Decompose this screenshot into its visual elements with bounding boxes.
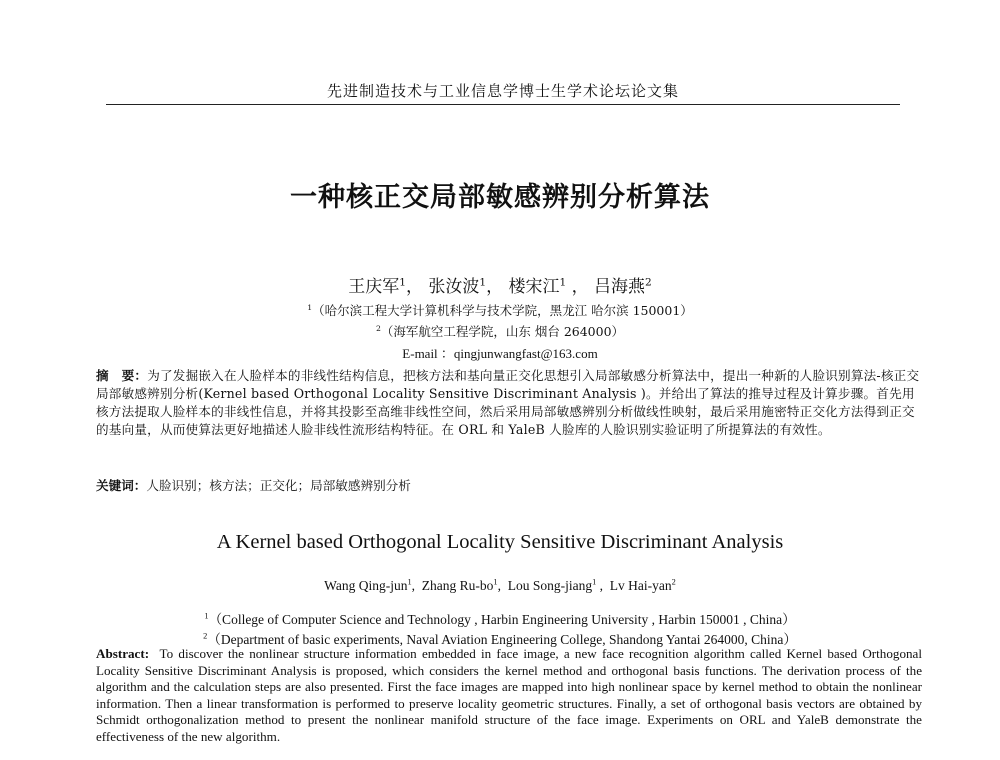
keywords-text-cn: 人脸识别；核方法；正交化；局部敏感辨别分析 [146,478,411,493]
paper-title-cn: 一种核正交局部敏感辨别分析算法 [290,182,710,213]
contact-email: E-mail ：qingjunwangfast@163.com [402,346,598,361]
author-name: 楼宋江 [508,277,560,297]
header-rule [106,104,900,105]
author-name: 王庆军 [348,277,400,297]
affiliation-mark: 2 [203,631,208,641]
keywords-cn [96,475,922,494]
author-list-en: Wang Qing-jun$^1$, Zhang $Ru-bo^1$, Lou Song-jiang$^1$ , Lv Hai-yan$^2$ [324,577,676,593]
running-header: 先进制造技术与工业信息学博士生学术论坛论文集 [326,82,679,100]
affiliation-cn [100,301,900,319]
paper-title-en: A Kernel based Orthogonal Locality Sensitive Discriminant Analysis [216,531,784,553]
author-affiliation-mark: 2 [671,577,676,587]
author-list-cn: 王庆军$^1$， 张汝波$^1$， 楼宋江$^1$ ， 吕海燕$^2$ [348,276,652,297]
abstract-text-en: To discover the nonlinear structure information embedded in face image, a new face recognition algorithm called Kernel based Orthogonal Locality Sensitive Discriminant Analysis is proposed, which considers the kernel method and orthogonal basis functions. The derivation process of the algorithm and the calculation steps are also presented. First the face images are mapped into high nonlinear space by kernel method to obtain the nonlinear information. Then a linear transformation is performed to preserve locality geometric structures. Finally, a set of orthogonal basis vectors are obtained by Schmidt orthogonalization method to present the nonlinear manifold structure of the face image. Experiments on ORL and YaleB demonstrate the effectiveness of the new algorithm. [96,646,922,744]
author-affiliation-mark: 1 [559,276,567,289]
author-affiliation-mark: 1 [592,577,597,587]
keywords-label-cn: 关键词： [96,478,147,493]
affiliation-mark: 1 [307,302,313,312]
affiliation-en [100,628,900,648]
abstract-label-cn: 摘 要： [96,368,148,383]
affiliation-text: （College of Computer Science and Technology , Harbin Engineering University , Harbin 150001 , China） [208,612,796,627]
author-affiliation-mark: 1 [399,276,406,289]
author-affiliation-mark: 2 [645,276,652,289]
author-affiliation-mark: 1 [493,577,498,587]
affiliation-en [100,608,900,628]
author-affiliation-mark: 1 [407,577,412,587]
abstract-text-cn: 为了发掘嵌入在人脸样本的非线性结构信息，把核方法和基向量正交化思想引入局部敏感分析算法中，提出一种新的人脸识别算法-核正交局部敏感辨别分析(Kernel based Orthogonal Locality Sensitive Discriminant Analysis )。并给出了算法的推导过程及计算步骤。首先用核方法提取人脸样本的非线性信息，并将其投影至高维非线性空间，然后采用局部敏感辨别分析做线性映射，最后采用施密特正交化方法得到正交的基向量，从而使算法更好地描述人脸非线性流形结构特征。在 ORL 和 YaleB 人脸库的人脸识别实验证明了所提算法的有效性。 [96,368,920,437]
affiliation-text: （哈尔滨工程大学计算机科学与技术学院，黑龙江 哈尔滨 150001） [312,303,693,318]
author-affiliation-mark: 1 [479,276,487,289]
affiliation-mark: 1 [204,611,209,621]
author-name: Wang Qing-jun [324,578,408,593]
abstract-label-en: Abstract: [96,646,150,661]
affiliation-text: （海军航空工程学院，山东 烟台 264000） [380,324,625,339]
affiliation-text: （Department of basic experiments, Naval Aviation Engineering College, Shandong Yantai 264000, China） [207,632,797,647]
author-name: Zhang Ru-bo [421,578,494,593]
author-name: Lv Hai-yan [609,578,672,593]
author-name: 张汝波 [428,277,480,297]
abstract-en [96,646,922,746]
author-name: Lou Song-jiang [507,578,593,593]
author-name: 吕海燕 [594,277,646,297]
affiliation-mark: 2 [375,323,381,333]
abstract-cn [96,367,922,439]
affiliation-cn [100,322,900,340]
